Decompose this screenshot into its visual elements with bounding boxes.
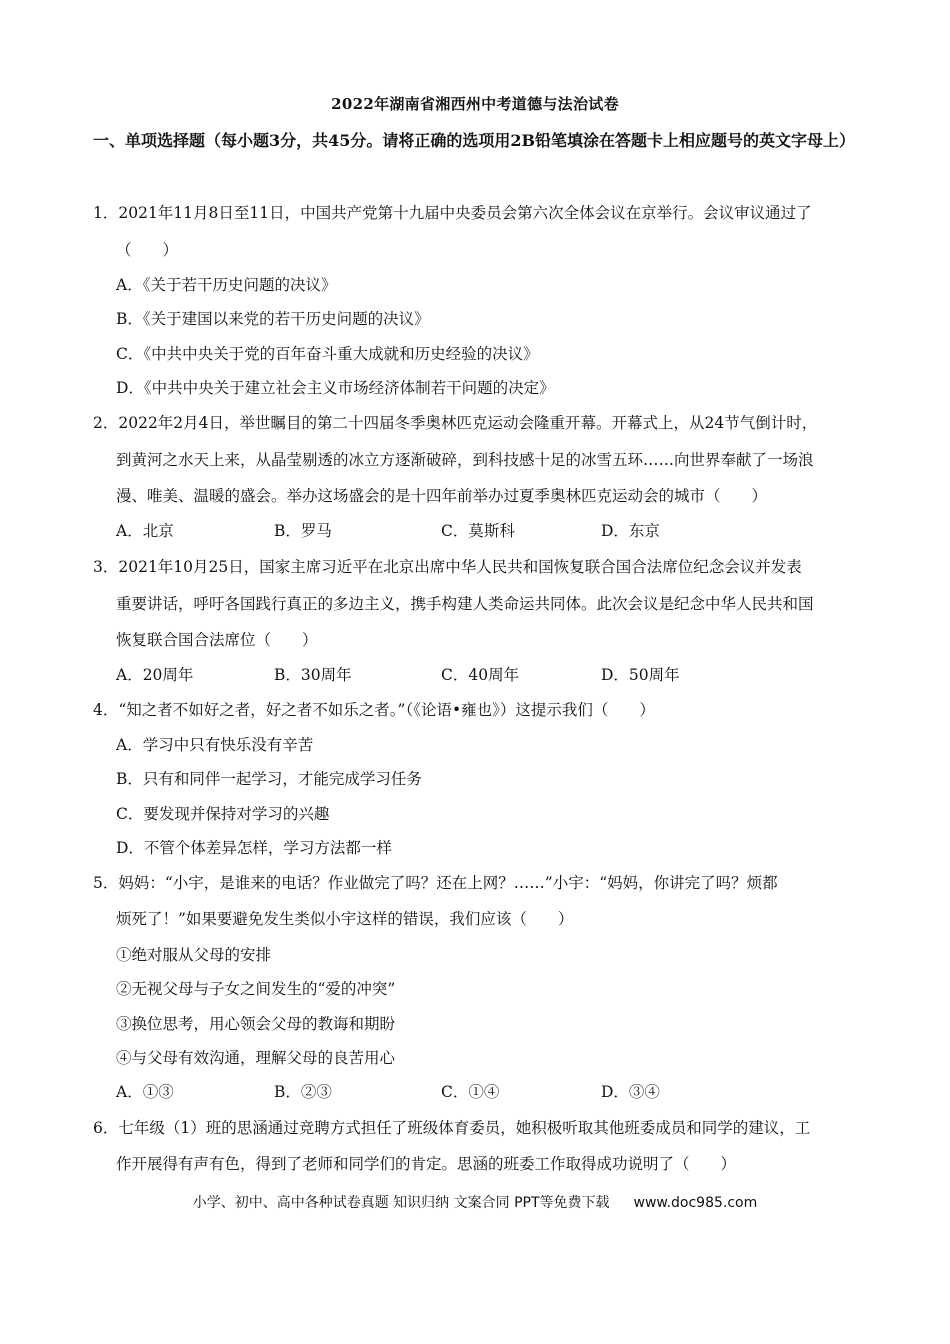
section-heading: 一、单项选择题（每小题3分，共45分。请将正确的选项用2B铅笔填涂在答题卡上相应题号的英文字母上）: [93, 131, 856, 150]
q2-stem-line-3: 漫、唯美、温暖的盛会。举办这场盛会的是十四年前举办过夏季奥林匹克运动会的城市（ ）: [116, 487, 768, 505]
q1-option-c: C．《中共中央关于党的百年奋斗重大成就和历史经验的决议》: [116, 345, 539, 363]
q2-stem-line-1: 2．2022年2月4日，举世瞩目的第二十四届冬季奥林匹克运动会隆重开幕。开幕式上，从24节气倒计时，: [93, 414, 818, 432]
q2-option-b: B．罗马: [274, 522, 332, 540]
q4-option-c: C．要发现并保持对学习的兴趣: [116, 805, 330, 823]
footer-text: 小学、初中、高中各种试卷真题 知识归纳 文案合同 PPT等免费下载: [192, 1195, 610, 1211]
q3-stem-line-1: 3．2021年10月25日，国家主席习近平在北京出席中华人民共和国恢复联合国合法席位纪念会议并发表: [93, 558, 802, 576]
q6-stem-line-2: 作开展得有声有色，得到了老师和同学们的肯定。思涵的班委工作取得成功说明了（ ）: [116, 1155, 737, 1173]
footer-url-link[interactable]: www.doc985.com: [633, 1195, 758, 1211]
q5-stem-line-2: 烦死了！”如果要避免发生类似小宇这样的错误，我们应该（ ）: [116, 910, 574, 928]
q1-option-d: D．《中共中央关于建立社会主义市场经济体制若干问题的决定》: [116, 379, 555, 397]
q4-stem-line-1: 4．“知之者不如好之者，好之者不如乐之者。”（《论语•雍也》）这提示我们（ ）: [93, 701, 655, 719]
q1-stem-line-2: （ ）: [116, 241, 179, 259]
q3-stem-line-3: 恢复联合国合法席位（ ）: [116, 631, 318, 649]
q5-item-3: ③换位思考，用心领会父母的教诲和期盼: [116, 1015, 396, 1033]
q5-option-d: D．③④: [601, 1083, 660, 1101]
q3-option-a: A．20周年: [116, 666, 194, 684]
q3-option-d: D．50周年: [601, 666, 680, 684]
q1-stem-line-1: 1．2021年11月8日至11日，中国共产党第十九届中央委员会第六次全体会议在京举行。会议审议通过了: [93, 204, 812, 222]
q3-stem-line-2: 重要讲话，呼吁各国践行真正的多边主义，携手构建人类命运共同体。此次会议是纪念中华人民共和国: [116, 595, 814, 613]
q5-option-b: B．②③: [274, 1083, 332, 1101]
q4-option-d: D．不管个体差异怎样，学习方法都一样: [116, 839, 392, 857]
page-title: 2022年湖南省湘西州中考道德与法治试卷: [331, 95, 619, 113]
q4-option-a: A．学习中只有快乐没有辛苦: [116, 736, 314, 754]
q2-option-d: D．东京: [601, 522, 660, 540]
q2-stem-line-2: 到黄河之水天上来，从晶莹剔透的冰立方逐渐破碎，到科技感十足的冰雪五环……向世界奉献了一场浪: [116, 451, 814, 469]
q5-item-4: ④与父母有效沟通，理解父母的良苦用心: [116, 1049, 396, 1067]
q2-option-a: A．北京: [116, 522, 174, 540]
q5-item-1: ①绝对服从父母的安排: [116, 946, 272, 964]
q5-option-a: A．①③: [116, 1083, 174, 1101]
q5-stem-line-1: 5．妈妈：“小宇，是谁来的电话？作业做完了吗？还在上网？……”小宇：“妈妈，你讲完了吗？烦都: [93, 874, 778, 892]
q1-option-b: B．《关于建国以来党的若干历史问题的决议》: [116, 310, 430, 328]
q1-option-a: A．《关于若干历史问题的决议》: [116, 276, 337, 294]
q6-stem-line-1: 6．七年级（1）班的思涵通过竞聘方式担任了班级体育委员，她积极听取其他班委成员和同学的建议，工: [93, 1119, 811, 1137]
q3-option-c: C．40周年: [441, 666, 520, 684]
q5-option-c: C．①④: [441, 1083, 500, 1101]
q3-option-b: B．30周年: [274, 666, 352, 684]
q4-option-b: B．只有和同伴一起学习，才能完成学习任务: [116, 770, 422, 788]
q5-item-2: ②无视父母与子女之间发生的“爱的冲突”: [116, 980, 396, 998]
q2-option-c: C．莫斯科: [441, 522, 515, 540]
page-footer: [0, 1192, 950, 1212]
